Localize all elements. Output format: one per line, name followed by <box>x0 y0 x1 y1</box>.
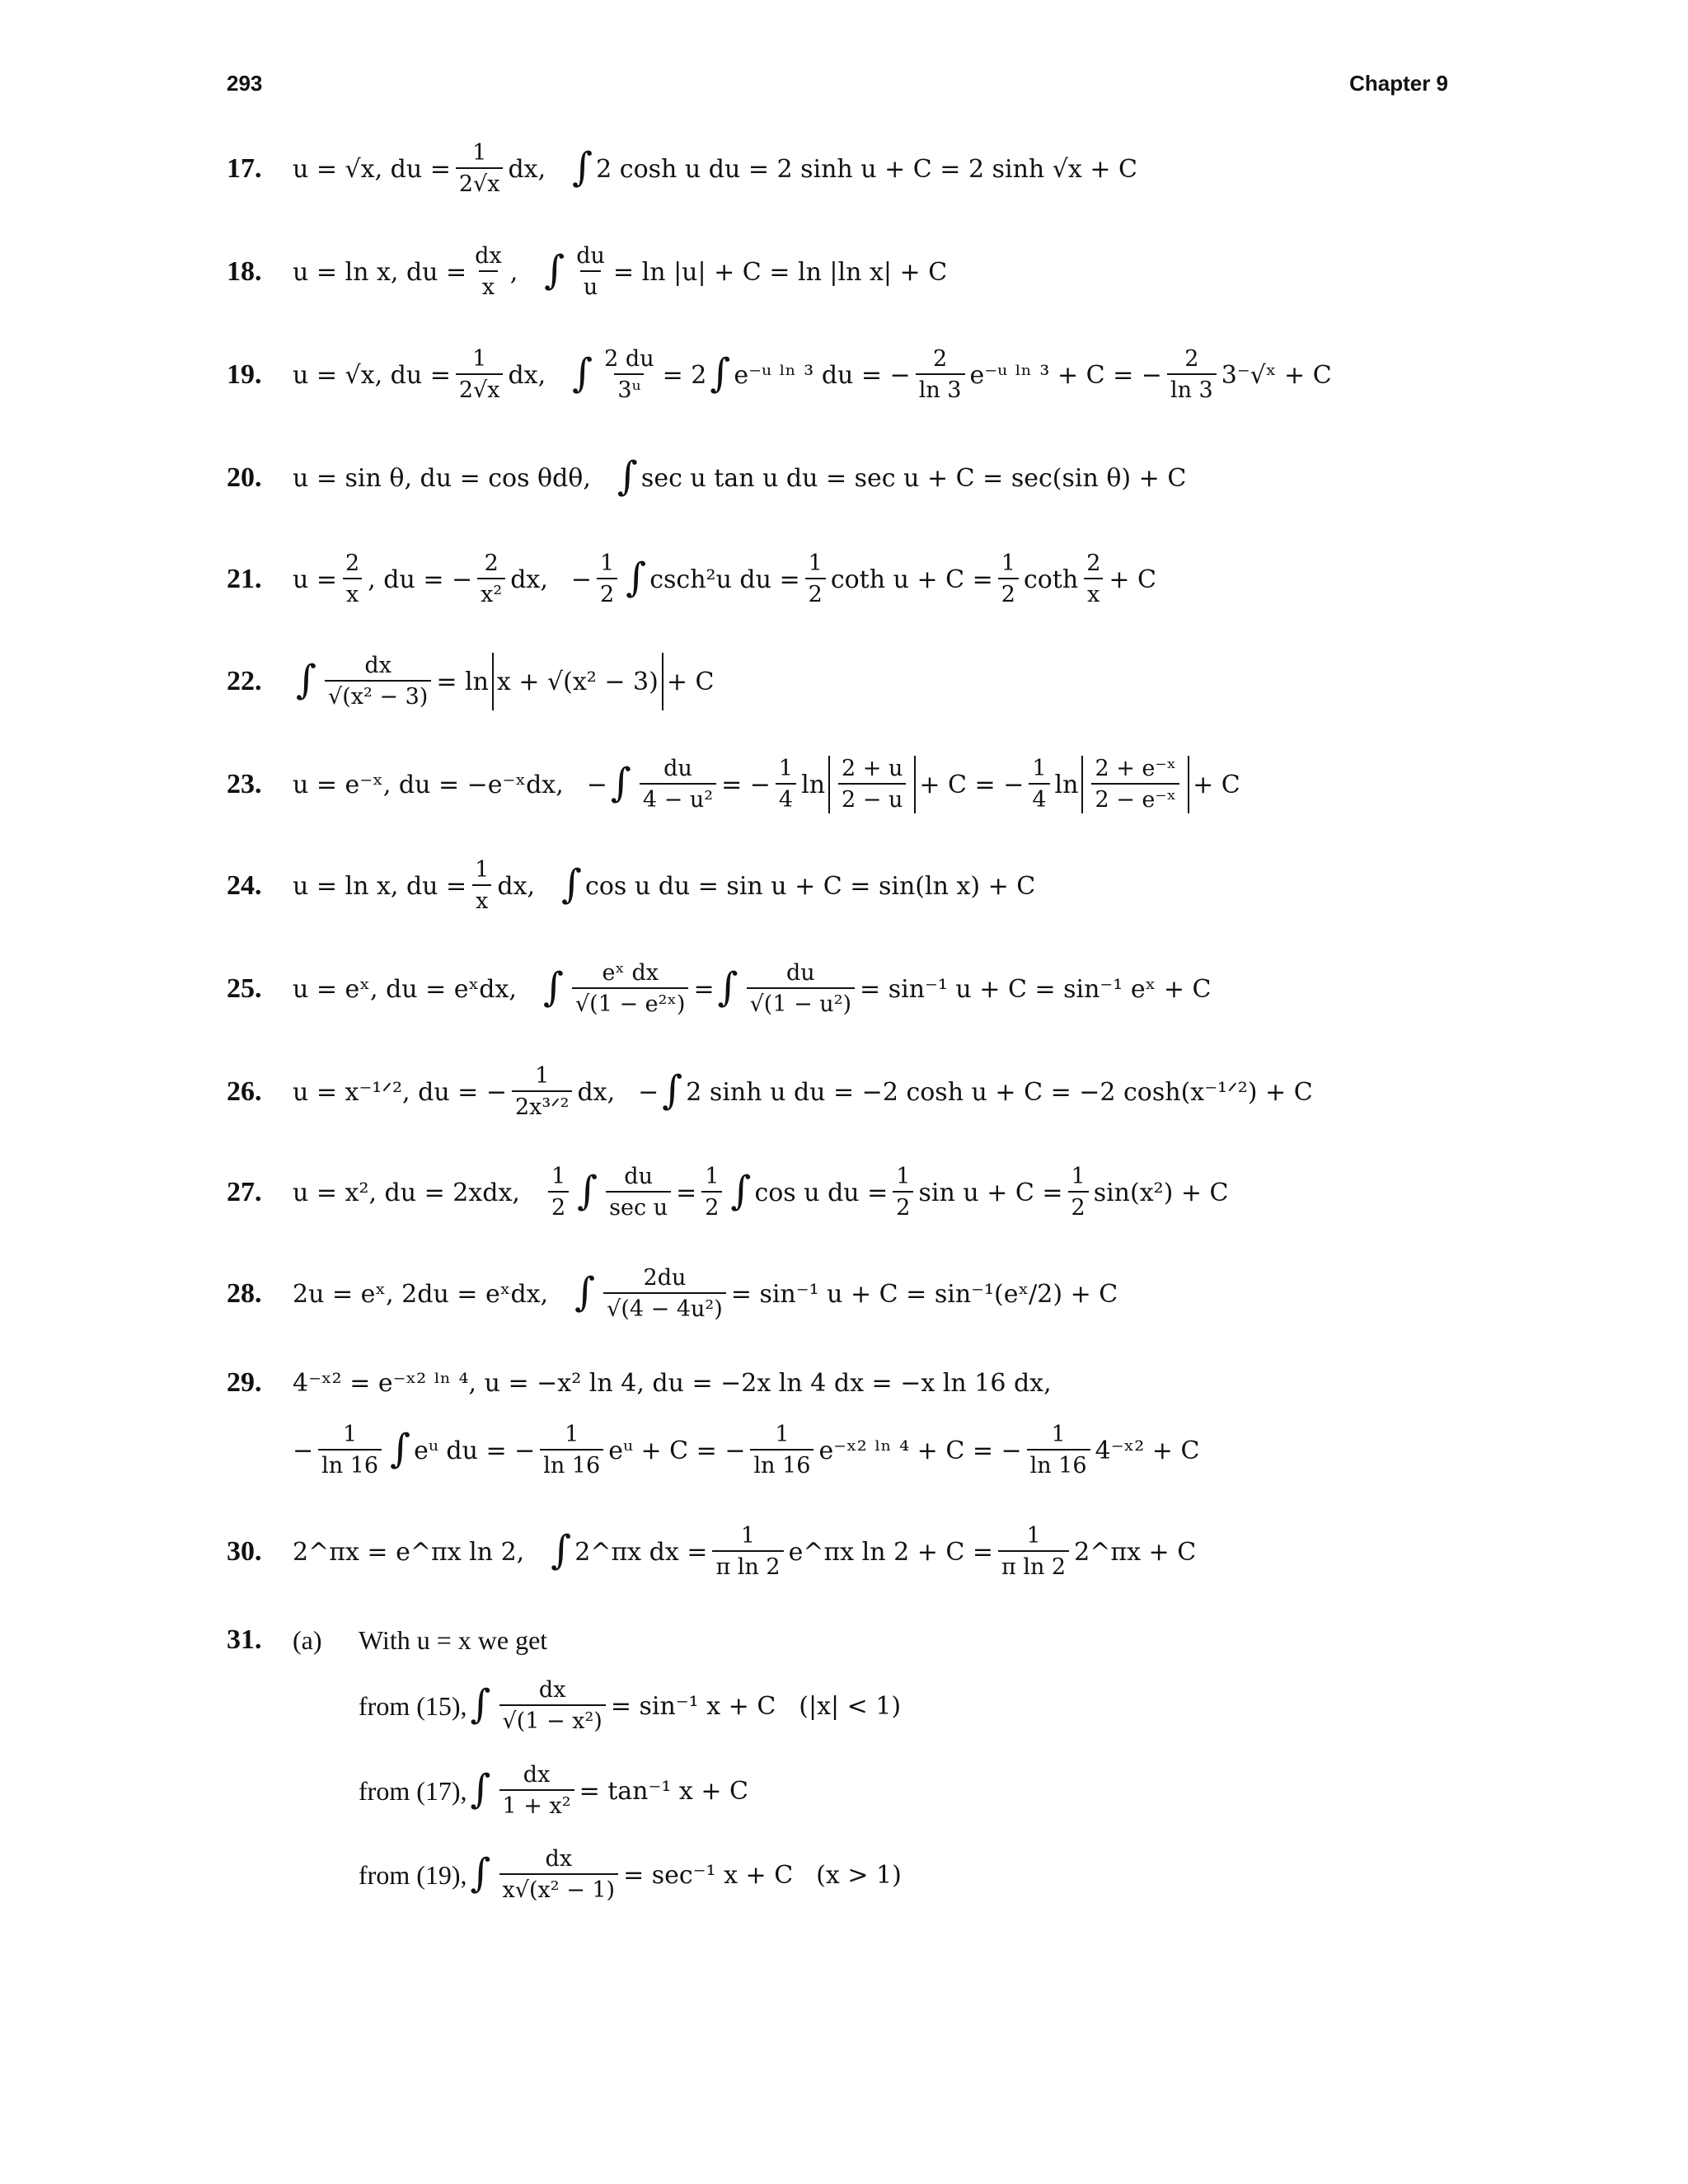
fraction <box>640 755 716 814</box>
denominator: π ln 2 <box>998 1550 1069 1582</box>
eq-text: − <box>570 565 593 594</box>
problem-number: 22. <box>227 666 262 696</box>
denominator: ln 3 <box>916 373 965 405</box>
numerator: 2 <box>1184 346 1199 373</box>
eq-text: e⁻ᵘ ˡⁿ ³ + C = − <box>969 360 1162 390</box>
problem-31-equation-2 <box>359 1761 748 1821</box>
numerator: 2 <box>933 346 948 373</box>
integral-sign: ∫ <box>470 1850 491 1896</box>
problem-28 <box>227 1257 1118 1331</box>
numerator: 1 <box>1051 1422 1066 1448</box>
numerator: 1 <box>600 551 615 577</box>
abs-bar <box>828 756 830 813</box>
denominator: ln 16 <box>540 1449 603 1480</box>
eq-text: 3⁻√ˣ + C <box>1221 360 1332 390</box>
denominator: x√(x² − 1) <box>499 1873 619 1905</box>
problem-24 <box>227 849 1035 923</box>
integral-sign: ∫ <box>542 964 564 1010</box>
denominator: 2 <box>548 1191 569 1222</box>
eq-text: u = √x, du = <box>293 360 451 390</box>
problem-21 <box>227 542 1156 616</box>
eq-text: = sin⁻¹ x + C <box>610 1691 776 1721</box>
eq-text: − <box>586 770 607 799</box>
integral-sign: ∫ <box>574 1269 596 1315</box>
denominator: 2x³ᐟ² <box>512 1090 572 1122</box>
fraction <box>471 242 505 302</box>
problem-29 <box>227 1358 1052 1408</box>
abs-bar <box>1081 756 1083 813</box>
eq-text: 4⁻ˣ² = e⁻ˣ² ˡⁿ ⁴, u = −x² ln 4, du = −2x ln 4 dx = −x ln 16 dx, <box>293 1368 1052 1398</box>
fraction <box>318 1421 382 1480</box>
fraction <box>471 856 492 916</box>
numerator: 1 <box>472 346 487 373</box>
numerator: eˣ dx <box>602 960 659 987</box>
problem-31 <box>227 1615 547 1665</box>
integral-sign: ∫ <box>577 1168 598 1214</box>
denominator: ln 16 <box>318 1449 382 1480</box>
eq-text: sin u + C = <box>918 1178 1063 1207</box>
problem-25 <box>227 952 1211 1026</box>
eq-text: coth u + C = <box>830 565 993 594</box>
fraction <box>805 550 826 609</box>
fraction <box>701 1163 722 1222</box>
problem-number: 17. <box>227 153 262 184</box>
fraction <box>597 550 617 609</box>
integral-sign: ∫ <box>390 1426 411 1472</box>
eq-text: + C = − <box>919 770 1025 799</box>
eq-text: = sec⁻¹ x + C <box>623 1860 794 1890</box>
fraction <box>601 345 657 405</box>
eq-text: − <box>638 1077 659 1107</box>
numerator: du <box>576 243 605 269</box>
chapter-title: Chapter 9 <box>1349 71 1448 96</box>
eq-text: u = ln x, du = <box>293 257 467 287</box>
denominator: √(4 − 4u²) <box>603 1292 726 1324</box>
numerator: 1 <box>778 756 794 782</box>
problem-number: 29. <box>227 1367 262 1398</box>
problem-number: 24. <box>227 870 262 901</box>
fraction <box>456 139 504 199</box>
eq-text: 2^πx + C <box>1074 1537 1197 1567</box>
integral-sign: ∫ <box>561 861 583 907</box>
eq-text: ln <box>1054 770 1079 799</box>
abs-bar <box>914 756 916 813</box>
numerator: 1 <box>475 857 490 883</box>
denominator: 2 − u <box>838 783 906 814</box>
denominator: √(x² − 3) <box>325 680 431 711</box>
problem-23-equation <box>293 755 1240 814</box>
problem-number: 25. <box>227 973 262 1004</box>
fraction <box>548 1163 569 1222</box>
fraction <box>540 1421 603 1480</box>
denominator: 2 <box>597 578 617 609</box>
integral-sign: ∫ <box>470 1766 491 1812</box>
problem-19-equation <box>293 345 1332 405</box>
eq-text: eᵘ + C = − <box>608 1436 746 1465</box>
denominator: 1 + x² <box>499 1789 574 1821</box>
denominator: 2 <box>805 578 826 609</box>
problem-18-equation <box>293 242 947 302</box>
eq-text: 2^πx dx = <box>574 1537 708 1567</box>
numerator: 1 <box>775 1422 790 1448</box>
numerator: 1 <box>740 1523 756 1549</box>
eq-text: from (19), <box>359 1859 467 1890</box>
fraction <box>750 1421 814 1480</box>
problem-21-equation <box>293 550 1156 609</box>
eq-text: = 2 <box>662 360 707 390</box>
eq-text: sec u tan u du = sec u + C = sec(sin θ) + C <box>640 463 1187 493</box>
problem-25-equation <box>293 959 1211 1019</box>
eq-text: u = <box>293 565 337 594</box>
eq-text: + C <box>666 667 715 696</box>
page-number: 293 <box>227 71 263 96</box>
fraction <box>712 1522 783 1582</box>
eq-text: x + √(x² − 3) <box>496 667 659 696</box>
eq-text: coth <box>1023 565 1079 594</box>
numerator: 2 du <box>604 346 654 373</box>
numerator: 1 <box>472 140 487 166</box>
eq-text: (x > 1) <box>816 1860 902 1890</box>
eq-text: = <box>693 974 715 1004</box>
eq-text: 2 sinh u du = −2 cosh u + C = −2 cosh(x⁻¹ᐟ²) + C <box>686 1077 1313 1107</box>
numerator: du <box>624 1164 653 1190</box>
fraction <box>512 1062 572 1122</box>
problem-number: 27. <box>227 1177 262 1207</box>
eq-text: cos u du = sin u + C = sin(ln x) + C <box>585 871 1036 901</box>
eq-text: e⁻ˣ² ˡⁿ ⁴ + C = − <box>818 1436 1022 1465</box>
denominator: 2 <box>701 1191 722 1222</box>
problem-23 <box>227 748 1240 822</box>
eq-text: = sin⁻¹ u + C = sin⁻¹(eˣ/2) + C <box>730 1279 1118 1309</box>
numerator: 1 <box>1026 1523 1041 1549</box>
fraction <box>499 1845 619 1905</box>
integral-sign: ∫ <box>610 760 631 806</box>
numerator: dx <box>475 243 502 269</box>
eq-text: u = eˣ, du = eˣdx, <box>293 974 517 1004</box>
problem-26-equation <box>293 1062 1313 1122</box>
fraction <box>477 550 505 609</box>
denominator: x² <box>477 578 505 609</box>
eq-text: u = √x, du = <box>293 154 451 184</box>
integral-sign: ∫ <box>710 350 731 396</box>
numerator: dx <box>538 1677 566 1704</box>
numerator: 2 + u <box>842 756 903 782</box>
fraction <box>606 1163 671 1222</box>
eq-text: dx, <box>510 565 548 594</box>
eq-text: dx, <box>577 1077 616 1107</box>
problem-31-equation-1 <box>359 1676 901 1736</box>
fraction <box>1083 550 1104 609</box>
denominator: 2 − e⁻ˣ <box>1091 783 1179 814</box>
fraction <box>747 959 855 1019</box>
eq-text: dx, <box>497 871 536 901</box>
fraction <box>1068 1163 1089 1222</box>
numerator: dx <box>545 1846 573 1872</box>
numerator: 1 <box>808 551 823 577</box>
problem-27 <box>227 1155 1229 1230</box>
denominator: x <box>479 270 498 302</box>
eq-text: (|x| < 1) <box>799 1691 902 1721</box>
eq-text: + C <box>1109 565 1157 594</box>
eq-text: 4⁻ˣ² + C <box>1095 1436 1200 1465</box>
numerator: 2du <box>643 1265 687 1291</box>
integral-sign: ∫ <box>626 555 647 601</box>
denominator: √(1 − x²) <box>499 1704 606 1736</box>
problem-30-equation <box>293 1522 1196 1582</box>
integral-sign: ∫ <box>730 1168 752 1214</box>
numerator: dx <box>364 653 392 679</box>
problem-31-equation-3 <box>359 1845 902 1905</box>
problem-17 <box>227 132 1137 206</box>
denominator: √(1 − u²) <box>747 987 855 1019</box>
eq-text: + C <box>1193 770 1240 799</box>
eq-text: = sin⁻¹ u + C = sin⁻¹ eˣ + C <box>860 974 1212 1004</box>
eq-text: e⁻ᵘ ˡⁿ ³ du = − <box>734 360 911 390</box>
fraction <box>573 242 608 302</box>
problem-31-line2 <box>359 1754 748 1828</box>
fraction <box>1029 755 1049 814</box>
denominator: 2 <box>998 578 1019 609</box>
eq-text: csch²u du = <box>649 565 800 594</box>
problem-number: 19. <box>227 359 262 390</box>
eq-text: ln <box>801 770 826 799</box>
numerator: 1 <box>896 1164 911 1190</box>
numerator: 1 <box>565 1422 579 1448</box>
denominator: π ln 2 <box>712 1550 783 1582</box>
fraction <box>499 1676 606 1736</box>
fraction <box>499 1761 574 1821</box>
problem-29-equation-line2 <box>293 1421 1199 1480</box>
fraction <box>838 755 906 814</box>
eq-text: e^πx ln 2 + C = <box>788 1537 993 1567</box>
numerator: 2 <box>345 551 360 577</box>
numerator: 1 <box>343 1422 358 1448</box>
eq-text: , <box>509 257 518 287</box>
problem-30 <box>227 1515 1196 1589</box>
integral-sign: ∫ <box>717 964 738 1010</box>
fraction <box>572 959 688 1019</box>
numerator: 1 <box>551 1164 566 1190</box>
denominator: ln 16 <box>750 1449 814 1480</box>
fraction <box>998 1522 1069 1582</box>
problem-number: 30. <box>227 1536 262 1567</box>
numerator: 2 <box>484 551 499 577</box>
denominator: 2√x <box>456 373 504 405</box>
part-label: (a) <box>293 1624 322 1655</box>
eq-text: − <box>293 1436 314 1465</box>
fraction <box>325 652 431 711</box>
eq-text: dx, <box>508 360 546 390</box>
problem-19 <box>227 338 1332 412</box>
numerator: du <box>663 756 692 782</box>
eq-text: = ln <box>436 667 489 696</box>
numerator: 2 + e⁻ˣ <box>1095 756 1177 782</box>
problem-number: 31. <box>227 1624 262 1655</box>
problem-number: 23. <box>227 769 262 799</box>
eq-text: u = e⁻ˣ, du = −e⁻ˣdx, <box>293 770 564 799</box>
denominator: 4 <box>776 783 796 814</box>
problem-29-equation-line1 <box>293 1369 1052 1398</box>
problem-number: 20. <box>227 462 262 493</box>
numerator: 1 <box>1071 1164 1085 1190</box>
eq-text: cos u du = <box>754 1178 889 1207</box>
eq-text: = ln |u| + C = ln |ln x| + C <box>612 257 948 287</box>
fraction <box>603 1264 726 1324</box>
eq-text: u = x², du = 2xdx, <box>293 1178 520 1207</box>
numerator: 1 <box>705 1164 720 1190</box>
fraction <box>998 550 1019 609</box>
problem-31-line1 <box>359 1669 901 1743</box>
abs-bar <box>1188 756 1189 813</box>
denominator: 2 <box>893 1191 913 1222</box>
problem-28-equation <box>293 1264 1118 1324</box>
numerator: 1 <box>535 1063 550 1090</box>
denominator: x <box>343 578 362 609</box>
problem-31-intro <box>293 1625 547 1656</box>
problem-22 <box>227 644 714 719</box>
numerator: 1 <box>1032 756 1047 782</box>
problem-31-line3 <box>359 1838 902 1912</box>
eq-text: from (17), <box>359 1775 467 1806</box>
problem-17-equation <box>293 139 1137 199</box>
denominator: ln 3 <box>1167 373 1217 405</box>
problem-22-equation <box>293 652 714 711</box>
numerator: 2 <box>1086 551 1101 577</box>
numerator: dx <box>523 1762 551 1788</box>
problem-24-equation <box>293 856 1035 916</box>
eq-text: 2 cosh u du = 2 sinh u + C = 2 sinh √x + C <box>596 154 1137 184</box>
integral-sign: ∫ <box>617 453 638 499</box>
denominator: √(1 − e²ˣ) <box>572 987 688 1019</box>
integral-sign: ∫ <box>572 350 593 396</box>
abs-bar <box>492 653 494 710</box>
eq-text: 2^πx = e^πx ln 2, <box>293 1537 525 1567</box>
fraction <box>776 755 796 814</box>
eq-text: , du = − <box>368 565 473 594</box>
fraction <box>893 1163 913 1222</box>
integral-sign: ∫ <box>470 1681 491 1727</box>
denominator: u <box>580 270 601 302</box>
fraction <box>1167 345 1217 405</box>
problem-27-equation <box>293 1163 1229 1222</box>
denominator: 2√x <box>456 167 504 199</box>
denominator: 4 <box>1029 783 1049 814</box>
eq-text: u = x⁻¹ᐟ², du = − <box>293 1077 507 1107</box>
denominator: sec u <box>606 1191 671 1222</box>
problem-20 <box>227 441 1186 515</box>
problem-18 <box>227 235 947 309</box>
fraction <box>1027 1421 1090 1480</box>
problem-26 <box>227 1055 1313 1129</box>
eq-text: 2u = eˣ, 2du = eˣdx, <box>293 1279 549 1309</box>
integral-sign: ∫ <box>551 1527 572 1573</box>
denominator: 4 − u² <box>640 783 716 814</box>
eq-text: = − <box>721 770 771 799</box>
eq-text: dx, <box>508 154 546 184</box>
abs-bar <box>662 653 663 710</box>
eq-text: = <box>676 1178 697 1207</box>
eq-text: eᵘ du = − <box>414 1436 536 1465</box>
eq-text: u = sin θ, du = cos θdθ, <box>293 463 591 493</box>
eq-text: u = ln x, du = <box>293 871 467 901</box>
integral-sign: ∫ <box>544 247 565 293</box>
denominator: x <box>472 884 491 916</box>
problem-number: 28. <box>227 1278 262 1309</box>
eq-text: sin(x²) + C <box>1093 1178 1229 1207</box>
numerator: 1 <box>1001 551 1015 577</box>
integral-sign: ∫ <box>662 1067 683 1113</box>
problem-number: 18. <box>227 256 262 287</box>
fraction <box>1091 755 1179 814</box>
denominator: 2 <box>1068 1191 1089 1222</box>
numerator: du <box>785 960 815 987</box>
eq-text: from (15), <box>359 1690 467 1721</box>
integral-sign: ∫ <box>572 144 593 190</box>
problem-20-equation <box>293 455 1186 501</box>
fraction <box>916 345 965 405</box>
problem-number: 26. <box>227 1076 262 1107</box>
denominator: x <box>1084 578 1103 609</box>
eq-text: = tan⁻¹ x + C <box>579 1776 748 1806</box>
problem-29-line2 <box>293 1413 1199 1488</box>
fraction <box>456 345 504 405</box>
denominator: ln 16 <box>1027 1449 1090 1480</box>
fraction <box>342 550 363 609</box>
eq-text: With u = x we get <box>359 1624 548 1655</box>
integral-sign: ∫ <box>296 657 317 703</box>
problem-number: 21. <box>227 564 262 594</box>
denominator: 3ᵘ <box>614 373 644 405</box>
